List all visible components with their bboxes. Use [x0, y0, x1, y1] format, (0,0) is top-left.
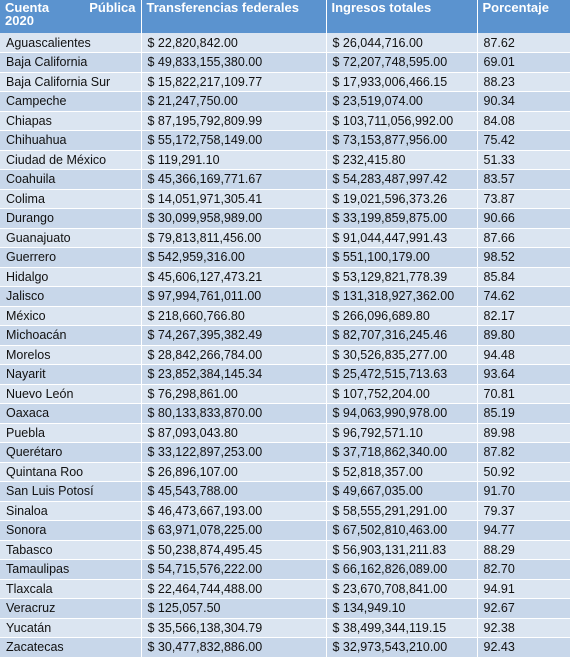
cell-ingresos: $ 67,502,810,463.00 [326, 521, 477, 541]
table-row [0, 345, 570, 365]
cell-ingresos: $ 232,415.80 [326, 150, 477, 170]
table-row [0, 267, 570, 287]
cell-porcentaje: 98.52 [477, 248, 570, 268]
cell-estado: México [0, 306, 141, 326]
cell-porcentaje: 75.42 [477, 131, 570, 151]
table-row [0, 33, 570, 53]
cell-ingresos: $ 25,472,515,713.63 [326, 365, 477, 385]
table-row [0, 92, 570, 112]
table-row [0, 248, 570, 268]
cell-porcentaje: 89.98 [477, 423, 570, 443]
cell-estado: Morelos [0, 345, 141, 365]
table-row [0, 150, 570, 170]
table-header [0, 0, 570, 33]
cell-ingresos: $ 49,667,035.00 [326, 482, 477, 502]
cell-transferencias: $ 54,715,576,222.00 [141, 560, 326, 580]
cell-estado: Jalisco [0, 287, 141, 307]
table-row [0, 462, 570, 482]
cell-estado: Yucatán [0, 618, 141, 638]
cell-ingresos: $ 53,129,821,778.39 [326, 267, 477, 287]
cell-estado: Aguascalientes [0, 33, 141, 53]
cell-porcentaje: 94.91 [477, 579, 570, 599]
cell-transferencias: $ 97,994,761,011.00 [141, 287, 326, 307]
cell-estado: Baja California [0, 53, 141, 73]
cell-ingresos: $ 23,519,074.00 [326, 92, 477, 112]
cell-porcentaje: 91.70 [477, 482, 570, 502]
cell-ingresos: $ 73,153,877,956.00 [326, 131, 477, 151]
table-row [0, 189, 570, 209]
cell-transferencias: $ 46,473,667,193.00 [141, 501, 326, 521]
table-row [0, 72, 570, 92]
cell-porcentaje: 94.77 [477, 521, 570, 541]
cell-ingresos: $ 72,207,748,595.00 [326, 53, 477, 73]
cell-ingresos: $ 33,199,859,875.00 [326, 209, 477, 229]
cell-ingresos: $ 32,973,543,210.00 [326, 638, 477, 658]
cell-porcentaje: 88.29 [477, 540, 570, 560]
cell-transferencias: $ 22,820,842.00 [141, 33, 326, 53]
cell-transferencias: $ 218,660,766.80 [141, 306, 326, 326]
cell-transferencias: $ 21,247,750.00 [141, 92, 326, 112]
cell-ingresos: $ 103,711,056,992.00 [326, 111, 477, 131]
cell-estado: Sinaloa [0, 501, 141, 521]
cell-estado: Tlaxcala [0, 579, 141, 599]
cell-estado: Chihuahua [0, 131, 141, 151]
table-row [0, 131, 570, 151]
cell-estado: Quintana Roo [0, 462, 141, 482]
cell-porcentaje: 90.66 [477, 209, 570, 229]
table-row [0, 638, 570, 658]
cell-ingresos: $ 52,818,357.00 [326, 462, 477, 482]
cell-porcentaje: 85.19 [477, 404, 570, 424]
cell-transferencias: $ 542,959,316.00 [141, 248, 326, 268]
cell-estado: Campeche [0, 92, 141, 112]
cell-porcentaje: 92.67 [477, 599, 570, 619]
cell-ingresos: $ 54,283,487,997.42 [326, 170, 477, 190]
cell-estado: Colima [0, 189, 141, 209]
header-porcentaje: Porcentaje [477, 0, 570, 33]
cell-estado: Tabasco [0, 540, 141, 560]
cell-ingresos: $ 134,949.10 [326, 599, 477, 619]
cell-porcentaje: 93.64 [477, 365, 570, 385]
cell-estado: Zacatecas [0, 638, 141, 658]
cell-ingresos: $ 23,670,708,841.00 [326, 579, 477, 599]
header-row [0, 0, 570, 33]
cell-porcentaje: 94.48 [477, 345, 570, 365]
table-row [0, 209, 570, 229]
cell-ingresos: $ 66,162,826,089.00 [326, 560, 477, 580]
cell-ingresos: $ 37,718,862,340.00 [326, 443, 477, 463]
cell-estado: Sonora [0, 521, 141, 541]
cell-transferencias: $ 45,606,127,473.21 [141, 267, 326, 287]
table-row [0, 501, 570, 521]
cell-ingresos: $ 91,044,447,991.43 [326, 228, 477, 248]
cell-ingresos: $ 30,526,835,277.00 [326, 345, 477, 365]
cell-porcentaje: 87.82 [477, 443, 570, 463]
cell-estado: San Luis Potosí [0, 482, 141, 502]
table-row [0, 540, 570, 560]
table-row [0, 443, 570, 463]
cell-estado: Hidalgo [0, 267, 141, 287]
cell-estado: Nuevo León [0, 384, 141, 404]
cell-transferencias: $ 26,896,107.00 [141, 462, 326, 482]
cell-transferencias: $ 49,833,155,380.00 [141, 53, 326, 73]
cell-transferencias: $ 76,298,861.00 [141, 384, 326, 404]
cell-transferencias: $ 30,099,958,989.00 [141, 209, 326, 229]
cell-estado: Nayarit [0, 365, 141, 385]
cell-ingresos: $ 58,555,291,291.00 [326, 501, 477, 521]
cell-estado: Querétaro [0, 443, 141, 463]
cell-estado: Ciudad de México [0, 150, 141, 170]
table-row [0, 404, 570, 424]
cell-estado: Chiapas [0, 111, 141, 131]
table-row [0, 326, 570, 346]
cell-porcentaje: 82.17 [477, 306, 570, 326]
header-ingresos: Ingresos totales [326, 0, 477, 33]
cell-transferencias: $ 55,172,758,149.00 [141, 131, 326, 151]
cell-transferencias: $ 35,566,138,304.79 [141, 618, 326, 638]
cell-transferencias: $ 22,464,744,488.00 [141, 579, 326, 599]
header-publica-word: Pública [89, 0, 136, 15]
cell-ingresos: $ 38,499,344,119.15 [326, 618, 477, 638]
table-row [0, 111, 570, 131]
header-transferencias: Transferencias federales [141, 0, 326, 33]
table-row [0, 306, 570, 326]
cell-porcentaje: 83.57 [477, 170, 570, 190]
cell-porcentaje: 73.87 [477, 189, 570, 209]
cell-porcentaje: 87.66 [477, 228, 570, 248]
cell-estado: Oaxaca [0, 404, 141, 424]
table-row [0, 618, 570, 638]
cell-transferencias: $ 87,093,043.80 [141, 423, 326, 443]
cell-transferencias: $ 63,971,078,225.00 [141, 521, 326, 541]
table-row [0, 287, 570, 307]
cell-transferencias: $ 33,122,897,253.00 [141, 443, 326, 463]
header-year: 2020 [5, 13, 34, 28]
cell-porcentaje: 51.33 [477, 150, 570, 170]
cell-ingresos: $ 17,933,006,466.15 [326, 72, 477, 92]
table-row [0, 384, 570, 404]
table-row [0, 53, 570, 73]
cell-ingresos: $ 94,063,990,978.00 [326, 404, 477, 424]
cell-porcentaje: 89.80 [477, 326, 570, 346]
cell-transferencias: $ 28,842,266,784.00 [141, 345, 326, 365]
cell-transferencias: $ 80,133,833,870.00 [141, 404, 326, 424]
cell-ingresos: $ 107,752,204.00 [326, 384, 477, 404]
cell-transferencias: $ 30,477,832,886.00 [141, 638, 326, 658]
cell-porcentaje: 50.92 [477, 462, 570, 482]
table-row [0, 521, 570, 541]
cell-ingresos: $ 96,792,571.10 [326, 423, 477, 443]
header-cuenta-publica [0, 0, 141, 33]
table-row [0, 579, 570, 599]
cell-porcentaje: 90.34 [477, 92, 570, 112]
table-row [0, 365, 570, 385]
cell-porcentaje: 92.38 [477, 618, 570, 638]
cell-ingresos: $ 266,096,689.80 [326, 306, 477, 326]
cell-ingresos: $ 26,044,716.00 [326, 33, 477, 53]
cell-transferencias: $ 119,291.10 [141, 150, 326, 170]
cell-porcentaje: 84.08 [477, 111, 570, 131]
cell-porcentaje: 92.43 [477, 638, 570, 658]
cell-transferencias: $ 125,057.50 [141, 599, 326, 619]
cell-estado: Tamaulipas [0, 560, 141, 580]
cell-transferencias: $ 79,813,811,456.00 [141, 228, 326, 248]
cell-ingresos: $ 56,903,131,211.83 [326, 540, 477, 560]
table-row [0, 228, 570, 248]
header-cuenta-word: Cuenta [5, 0, 50, 15]
table-row [0, 170, 570, 190]
cell-porcentaje: 85.84 [477, 267, 570, 287]
cell-ingresos: $ 551,100,179.00 [326, 248, 477, 268]
cell-transferencias: $ 23,852,384,145.34 [141, 365, 326, 385]
table-row [0, 423, 570, 443]
cell-estado: Guerrero [0, 248, 141, 268]
cell-transferencias: $ 74,267,395,382.49 [141, 326, 326, 346]
cell-porcentaje: 87.62 [477, 33, 570, 53]
cell-porcentaje: 70.81 [477, 384, 570, 404]
cell-estado: Guanajuato [0, 228, 141, 248]
cell-ingresos: $ 131,318,927,362.00 [326, 287, 477, 307]
cell-porcentaje: 69.01 [477, 53, 570, 73]
cell-porcentaje: 79.37 [477, 501, 570, 521]
cell-ingresos: $ 82,707,316,245.46 [326, 326, 477, 346]
cell-transferencias: $ 14,051,971,305.41 [141, 189, 326, 209]
table-body [0, 33, 570, 657]
cell-transferencias: $ 15,822,217,109.77 [141, 72, 326, 92]
cell-porcentaje: 88.23 [477, 72, 570, 92]
cell-estado: Veracruz [0, 599, 141, 619]
cell-transferencias: $ 87,195,792,809.99 [141, 111, 326, 131]
cell-estado: Puebla [0, 423, 141, 443]
table-row [0, 599, 570, 619]
cell-estado: Baja California Sur [0, 72, 141, 92]
table-row [0, 482, 570, 502]
cell-ingresos: $ 19,021,596,373.26 [326, 189, 477, 209]
table-row [0, 560, 570, 580]
cell-transferencias: $ 50,238,874,495.45 [141, 540, 326, 560]
cell-porcentaje: 74.62 [477, 287, 570, 307]
cell-estado: Durango [0, 209, 141, 229]
cell-porcentaje: 82.70 [477, 560, 570, 580]
cell-estado: Coahuila [0, 170, 141, 190]
cell-estado: Michoacán [0, 326, 141, 346]
cell-transferencias: $ 45,543,788.00 [141, 482, 326, 502]
cell-transferencias: $ 45,366,169,771.67 [141, 170, 326, 190]
